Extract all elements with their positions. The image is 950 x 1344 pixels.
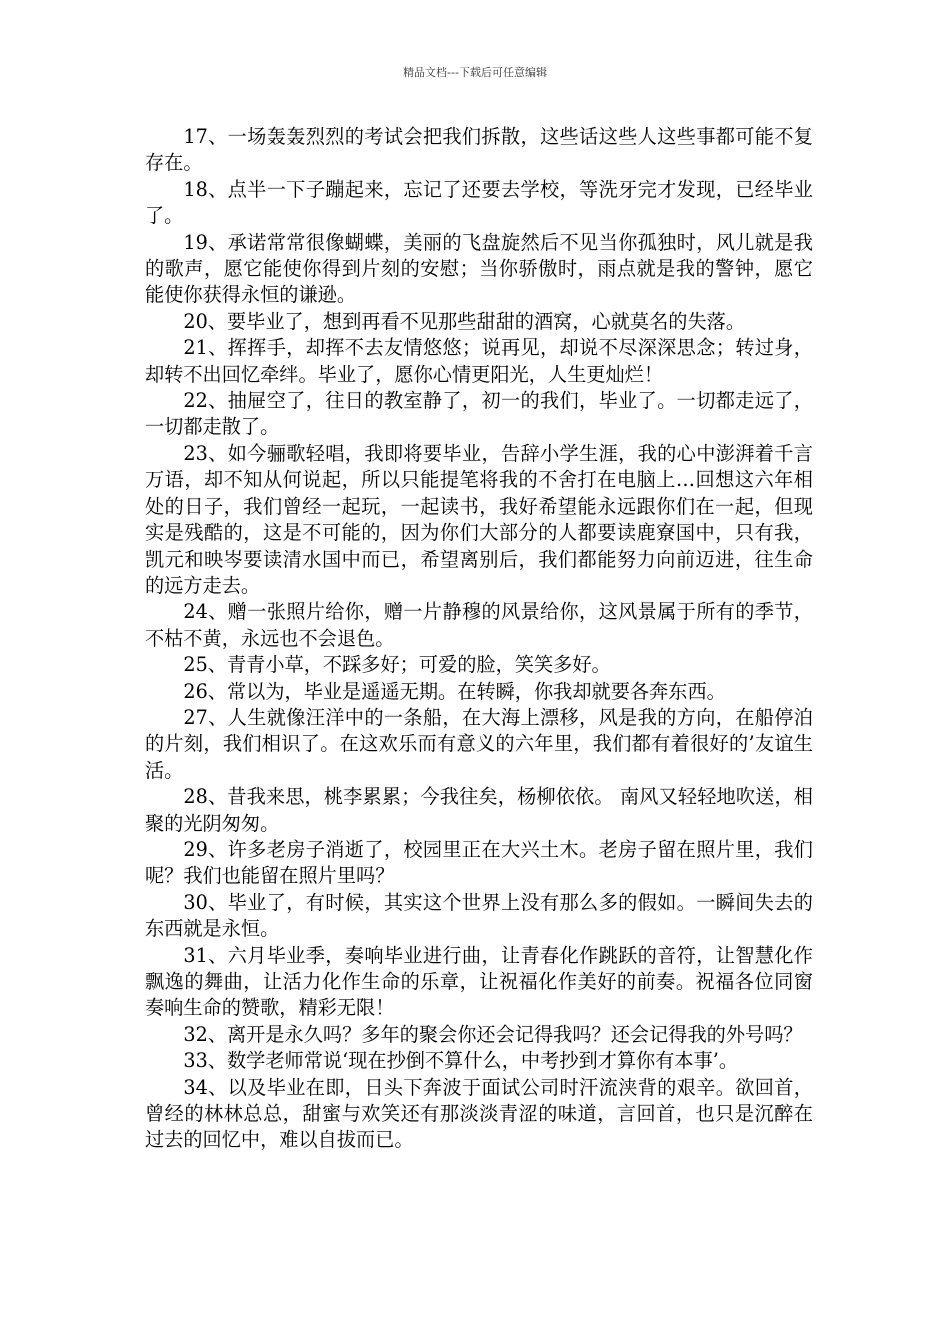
paragraph-19: 19、承诺常常很像蝴蝶，美丽的飞盘旋然后不见当你孤独时，风儿就是我的歌声，愿它能使你得到片刻的安慰；当你骄傲时，雨点就是我的警钟，愿它能使你获得永恒的谦逊。: [145, 230, 813, 307]
paragraph-28: 28、昔我来思，桃李累累；今我往矣，杨柳依依。 南风又轻轻地吹送，相聚的光阴匆匆。: [145, 785, 813, 835]
paragraph-31: 31、六月毕业季，奏响毕业进行曲，让青春化作跳跃的音符，让智慧化作飘逸的舞曲，让活力化作生命的乐章，让祝福化作美好的前奏。祝福各位同窗奏响生命的赞歌，精彩无限！: [145, 943, 813, 1020]
paragraph-21: 21、挥挥手，却挥不去友情悠悠；说再见，却说不尽深深思念；转过身，却转不出回忆牵绊。毕业了，愿你心情更阳光，人生更灿烂！: [145, 336, 813, 386]
paragraph-33: 33、数学老师常说‘现在抄倒不算什么，中考抄到才算你有本事’。: [183, 1049, 739, 1073]
paragraph-25: 25、青青小草，不踩多好；可爱的脸，笑笑多好。: [183, 653, 611, 677]
paragraph-18: 18、点半一下子蹦起来，忘记了还要去学校，等洗牙完才发现，已经毕业了。: [145, 177, 813, 228]
page-header: 精品文档---下载后可任意编辑: [403, 66, 547, 79]
paragraph-26: 26、常以为，毕业是遥遥无期。在转瞬，你我却就要各奔东西。: [183, 679, 726, 703]
paragraph-24: 24、赠一张照片给你，赠一片静穆的风景给你，这风景属于所有的季节，不枯不黄，永远也不会退色。: [145, 600, 813, 650]
paragraph-17: 17、一场轰轰烈烈的考试会把我们拆散，这些话这些人这些事都可能不复存在。: [145, 125, 813, 175]
document-body: [145, 124, 813, 1154]
paragraph-27: 27、人生就像汪洋中的一条船，在大海上漂移，风是我的方向，在船停泊的片刻，我们相识了。在这欢乐而有意义的六年里，我们都有着很好的’友谊生活。: [145, 705, 813, 782]
paragraph-23: 23、如今骊歌轻唱，我即将要毕业，告辞小学生涯，我的心中澎湃着千言万语，却不知从何说起，所以只能提笔将我的不舍打在电脑上…回想这六年相处的日子，我们曾经一起玩，一起读书，我好希望能永远跟你们在一起，但现实是残酷的，这是不可能的，因为你们大部分的人都要读鹿寮国中，只有我，凯元和映岑要读清水国中而已，希望离别后，我们都能努力向前迈进，往生命的远方走去。: [145, 441, 813, 597]
paragraph-30: 30、毕业了，有时候，其实这个世界上没有那么多的假如。一瞬间失去的东西就是永恒。: [145, 890, 813, 941]
paragraph-22: 22、抽屉空了，往日的教室静了，初一的我们，毕业了。一切都走远了，一切都走散了。: [145, 389, 813, 439]
paragraph-34: 34、以及毕业在即，日头下奔波于面试公司时汗流浃背的艰辛。欲回首，曾经的林林总总，甜蜜与欢笑还有那淡淡青涩的味道，言回首，也只是沉醉在过去的回忆中，难以自拔而已。: [145, 1075, 813, 1152]
paragraph-32: 32、离开是永久吗？多年的聚会你还会记得我吗？还会记得我的外号吗？: [183, 1022, 803, 1046]
paragraph-20: 20、要毕业了，想到再看不见那些甜甜的酒窝，心就莫名的失落。: [183, 309, 746, 333]
paragraph-29: 29、许多老房子消逝了，校园里正在大兴土木。老房子留在照片里，我们呢？我们也能留在照片里吗？: [145, 837, 813, 888]
